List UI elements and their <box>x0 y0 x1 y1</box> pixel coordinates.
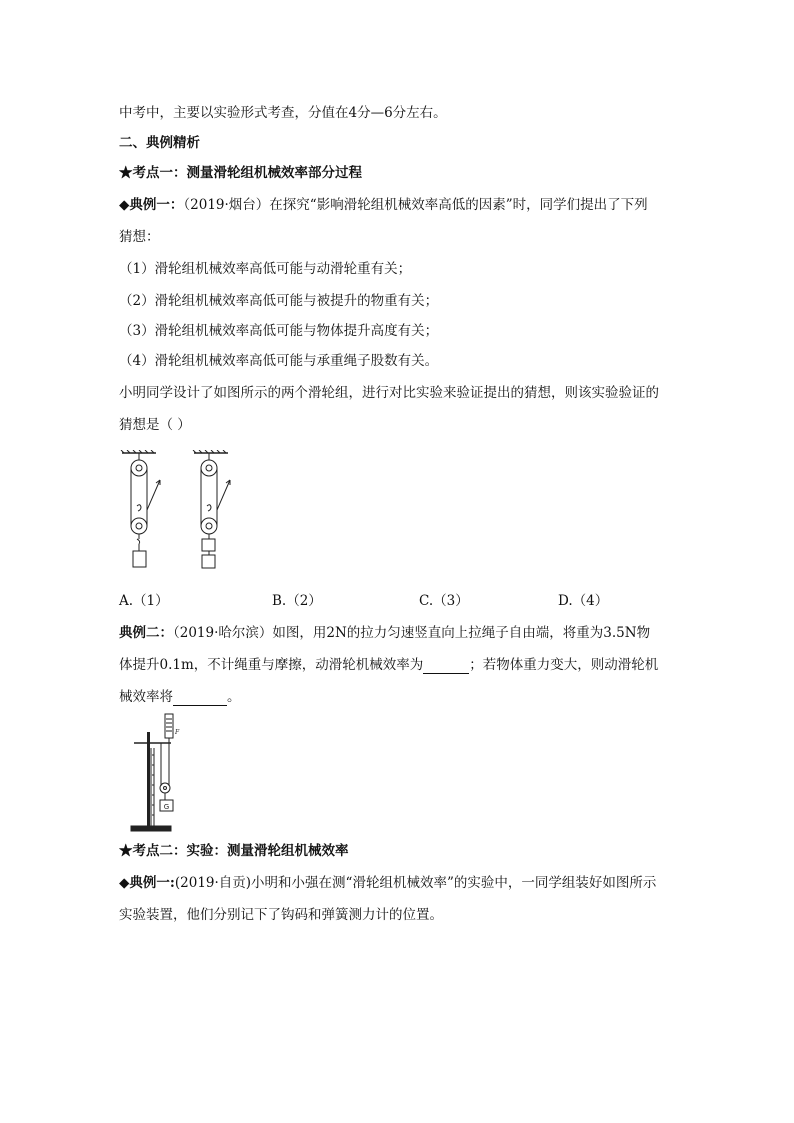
design-line2: 猜想是（ ） <box>119 417 191 433</box>
example2-line2 <box>119 656 658 674</box>
option-a[interactable]: A.（1） <box>119 593 169 609</box>
option-c[interactable]: C.（3） <box>419 593 469 609</box>
example2-text-l2a: 体提升0.1m，不计绳重与摩擦，动滑轮机械效率为 <box>119 657 424 673</box>
point1-title: ★考点一：测量滑轮组机械效率部分过程 <box>119 165 362 181</box>
guess-1: （1）滑轮组机械效率高低可能与动滑轮重有关； <box>119 261 412 277</box>
answer-blank-1[interactable] <box>423 659 469 674</box>
intro-text: 中考中，主要以实验形式考查，分值在4分—6分左右。 <box>119 105 447 121</box>
point2-title: ★考点二：实验：测量滑轮组机械效率 <box>119 843 349 859</box>
example2-text-l3b: 。 <box>227 689 241 705</box>
example2-label: 典例二： <box>119 625 173 641</box>
example2-line1 <box>119 624 650 642</box>
guess-2: （2）滑轮组机械效率高低可能与被提升的物重有关； <box>119 293 439 309</box>
design-line1: 小明同学设计了如图所示的两个滑轮组，进行对比实验来验证提出的猜想，则该实验验证的 <box>119 385 659 401</box>
option-b[interactable]: B.（2） <box>272 593 322 609</box>
example2-line3 <box>119 688 241 706</box>
point2-example1-line1 <box>119 874 656 892</box>
example2-text-l2b: ；若物体重力变大，则动滑轮机 <box>469 657 659 673</box>
example1-text-l1: （2019·烟台）在探究“影响滑轮组机械效率高低的因素”时，同学们提出了下列 <box>183 197 648 213</box>
example1-line2: 猜想： <box>119 229 160 245</box>
guess-3: （3）滑轮组机械效率高低可能与物体提升高度有关； <box>119 323 439 339</box>
answer-blank-2[interactable] <box>173 691 227 706</box>
example2-text-l3a: 械效率将 <box>119 689 173 705</box>
section-title: 二、典例精析 <box>119 135 200 151</box>
example1-label: ◆典例一： <box>119 197 184 213</box>
example1-line1 <box>119 196 648 214</box>
guess-4: （4）滑轮组机械效率高低可能与承重绳子股数有关。 <box>119 353 439 369</box>
point2-example1-line2: 实验装置，他们分别记下了钩码和弹簧测力计的位置。 <box>119 907 443 923</box>
example2-text-l1: （2019·哈尔滨）如图，用2N的拉力匀速竖直向上拉绳子自由端，将重为3.5N物 <box>173 625 651 641</box>
option-d[interactable]: D.（4） <box>558 593 609 609</box>
point2-example1-text-l1: (2019·自贡)小明和小强在测“滑轮组机械效率”的实验中，一同学组装好如图所示 <box>174 875 657 891</box>
figure-label-g: G <box>163 803 170 811</box>
point2-example1-label: ◆典例一: <box>119 875 175 891</box>
spring-scale-figure <box>128 710 198 834</box>
figure-label-f: F <box>175 729 180 736</box>
pulley-figure <box>116 450 236 574</box>
